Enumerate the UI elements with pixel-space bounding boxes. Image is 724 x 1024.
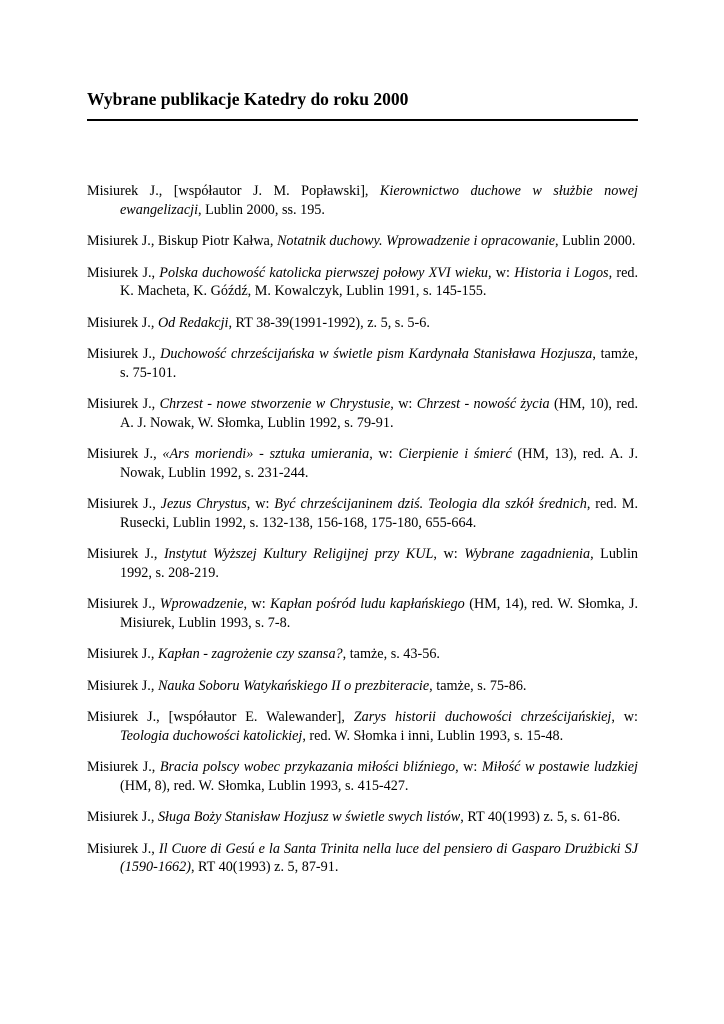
entry-text: , red. K. Macheta, K. Góźdź, M. Kowalczyk, Lublin 1991, s. 145-155. — [120, 264, 639, 299]
entry-title-text: Kapłan pośród ludu kapłańskiego — [270, 596, 465, 612]
entry-text: Misiurek J., — [87, 809, 158, 825]
entry-text: (HM, 13), red. A. J. Nowak, Lublin 1992, s. 231-244. — [120, 446, 639, 481]
entry-text: , tamże, s. 43-56. — [342, 646, 440, 662]
entry-text: Misiurek J., Biskup Piotr Kałwa, — [87, 233, 277, 249]
entry-title-text: Bracia polscy wobec przykazania miłości bliźniego — [159, 759, 456, 775]
entry-text: , w: — [611, 709, 638, 725]
entry-text: Misiurek J., — [87, 496, 161, 512]
entry-title-text: Duchowość chrześcijańska w świetle pism Kardynała Stanisława Hozjusza — [160, 346, 593, 362]
entry-text: Misiurek J., [współautor E. Walewander], — [87, 709, 354, 725]
entry-text: , RT 38-39(1991-1992), z. 5, s. 5-6. — [228, 314, 430, 331]
entry-title-text: Być chrześcijaninem dziś. Teologia dla szkół średnich — [274, 496, 587, 512]
page-title: Wybrane publikacje Katedry do roku 2000 — [87, 89, 409, 109]
entry-title-text: Od Redakcji — [157, 314, 229, 331]
entry-text: , RT 40(1993) z. 5, 87-91. — [190, 859, 339, 875]
entry-title-text: Kierownictwo duchowe w służbie nowej ewangelizacji — [120, 183, 638, 218]
entry-title-text: Nauka Soboru Watykańskiego II o prezbiteracie — [157, 677, 430, 694]
entry-title-text: Zarys historii duchowości chrześcijańskiej — [353, 709, 612, 725]
entry-text: (HM, 14), red. W. Słomka, J. Misiurek, Lublin 1993, s. 7-8. — [120, 596, 639, 631]
entry-title-text: Miłość w postawie ludzkiej — [481, 759, 638, 775]
entry-title-text: Cierpienie i śmierć — [398, 446, 512, 462]
bibliography-entry — [87, 645, 638, 664]
entry-text: Misiurek J., — [87, 840, 159, 857]
entry-title-text: Teologia duchowości katolickiej — [120, 727, 303, 744]
bibliography-entry — [87, 345, 638, 382]
entry-title-text: Chrzest - nowość życia — [416, 396, 550, 412]
bibliography-entry — [87, 545, 638, 582]
entry-title-text: Polska duchowość katolicka pierwszej połowy XVI wieku — [159, 264, 489, 281]
entry-text: , Lublin 1992, s. 208-219. — [120, 546, 639, 581]
entry-text: Misiurek J., — [87, 759, 160, 775]
entry-text: , Lublin 2000, ss. 195. — [198, 201, 325, 218]
entry-title-text: Wybrane zagadnienia — [464, 546, 591, 562]
entry-text: , w: — [455, 759, 482, 775]
bibliography-entry — [87, 677, 638, 696]
entry-text: , RT 40(1993) z. 5, s. 61-86. — [460, 809, 621, 825]
entry-title-text: «Ars moriendi» - sztuka umierania — [162, 446, 370, 462]
bibliography-entry — [87, 595, 638, 632]
bibliography-entry — [87, 314, 638, 333]
entry-text: , w: — [390, 396, 417, 412]
bibliography-entry — [87, 495, 638, 532]
bibliography-entry — [87, 182, 638, 219]
entry-text: Misiurek J., — [87, 264, 160, 281]
entry-title-text: Instytut Wyższej Kultury Religijnej przy KUL — [163, 546, 434, 562]
entry-text: (HM, 10), red. A. J. Nowak, W. Słomka, Lublin 1992, s. 79-91. — [120, 396, 638, 431]
entry-title-text: Chrzest - nowe stworzenie w Chrystusie — [159, 396, 391, 412]
title-divider — [87, 119, 638, 121]
entry-text: , tamże, s. 75-101. — [120, 346, 638, 381]
entry-text: , red. W. Słomka i inni, Lublin 1993, s. 15-48. — [302, 727, 564, 744]
bibliography-entry — [87, 232, 638, 251]
bibliography-entry — [87, 264, 638, 301]
entry-text: Misiurek J., — [87, 346, 161, 362]
entry-text: Misiurek J., — [87, 314, 158, 331]
entry-title-text: Jezus Chrystus — [160, 496, 247, 512]
bibliography-entry — [87, 840, 638, 877]
entry-text: , w: — [369, 446, 399, 462]
bibliography-entry — [87, 758, 638, 795]
entry-title-text: Wprowadzenie — [159, 596, 244, 612]
bibliography-entry — [87, 708, 638, 745]
entry-title-text: Kapłan - zagrożenie czy szansa? — [157, 646, 343, 662]
bibliography-entry — [87, 445, 638, 482]
entry-title-text: Notatnik duchowy. Wprowadzenie i opracowanie — [276, 233, 556, 249]
entry-text: Misiurek J., — [87, 546, 164, 562]
entry-text: Misiurek J., [współautor J. M. Popławski], — [87, 183, 380, 199]
entry-text: Misiurek J., — [87, 677, 158, 694]
entry-text: Misiurek J., — [87, 646, 158, 662]
entry-text: , w: — [433, 546, 465, 562]
entry-title-text: Sługa Boży Stanisław Hozjusz w świetle swych listów — [157, 809, 461, 825]
entry-text: Misiurek J., — [87, 396, 160, 412]
entry-text: , tamże, s. 75-86. — [429, 677, 527, 694]
entry-text: Misiurek J., — [87, 446, 163, 462]
bibliography-entry — [87, 395, 638, 432]
entry-text: Misiurek J., — [87, 596, 160, 612]
bibliography-list — [87, 182, 638, 890]
entry-title-text: Historia i Logos — [514, 264, 609, 281]
entry-text: , w: — [488, 264, 515, 281]
entry-text: , w: — [246, 496, 275, 512]
bibliography-entry — [87, 808, 638, 827]
entry-text: , red. M. Rusecki, Lublin 1992, s. 132-138, 156-168, 175-180, 655-664. — [120, 496, 638, 531]
entry-text: , Lublin 2000. — [555, 233, 636, 249]
entry-text: , w: — [243, 596, 271, 612]
entry-title-text: Il Cuore di Gesú e la Santa Trinita nella luce del pensiero di Gasparo Drużbicki SJ (1590-1662) — [120, 840, 639, 875]
entry-text: (HM, 8), red. W. Słomka, Lublin 1993, s. 415-427. — [120, 777, 409, 794]
